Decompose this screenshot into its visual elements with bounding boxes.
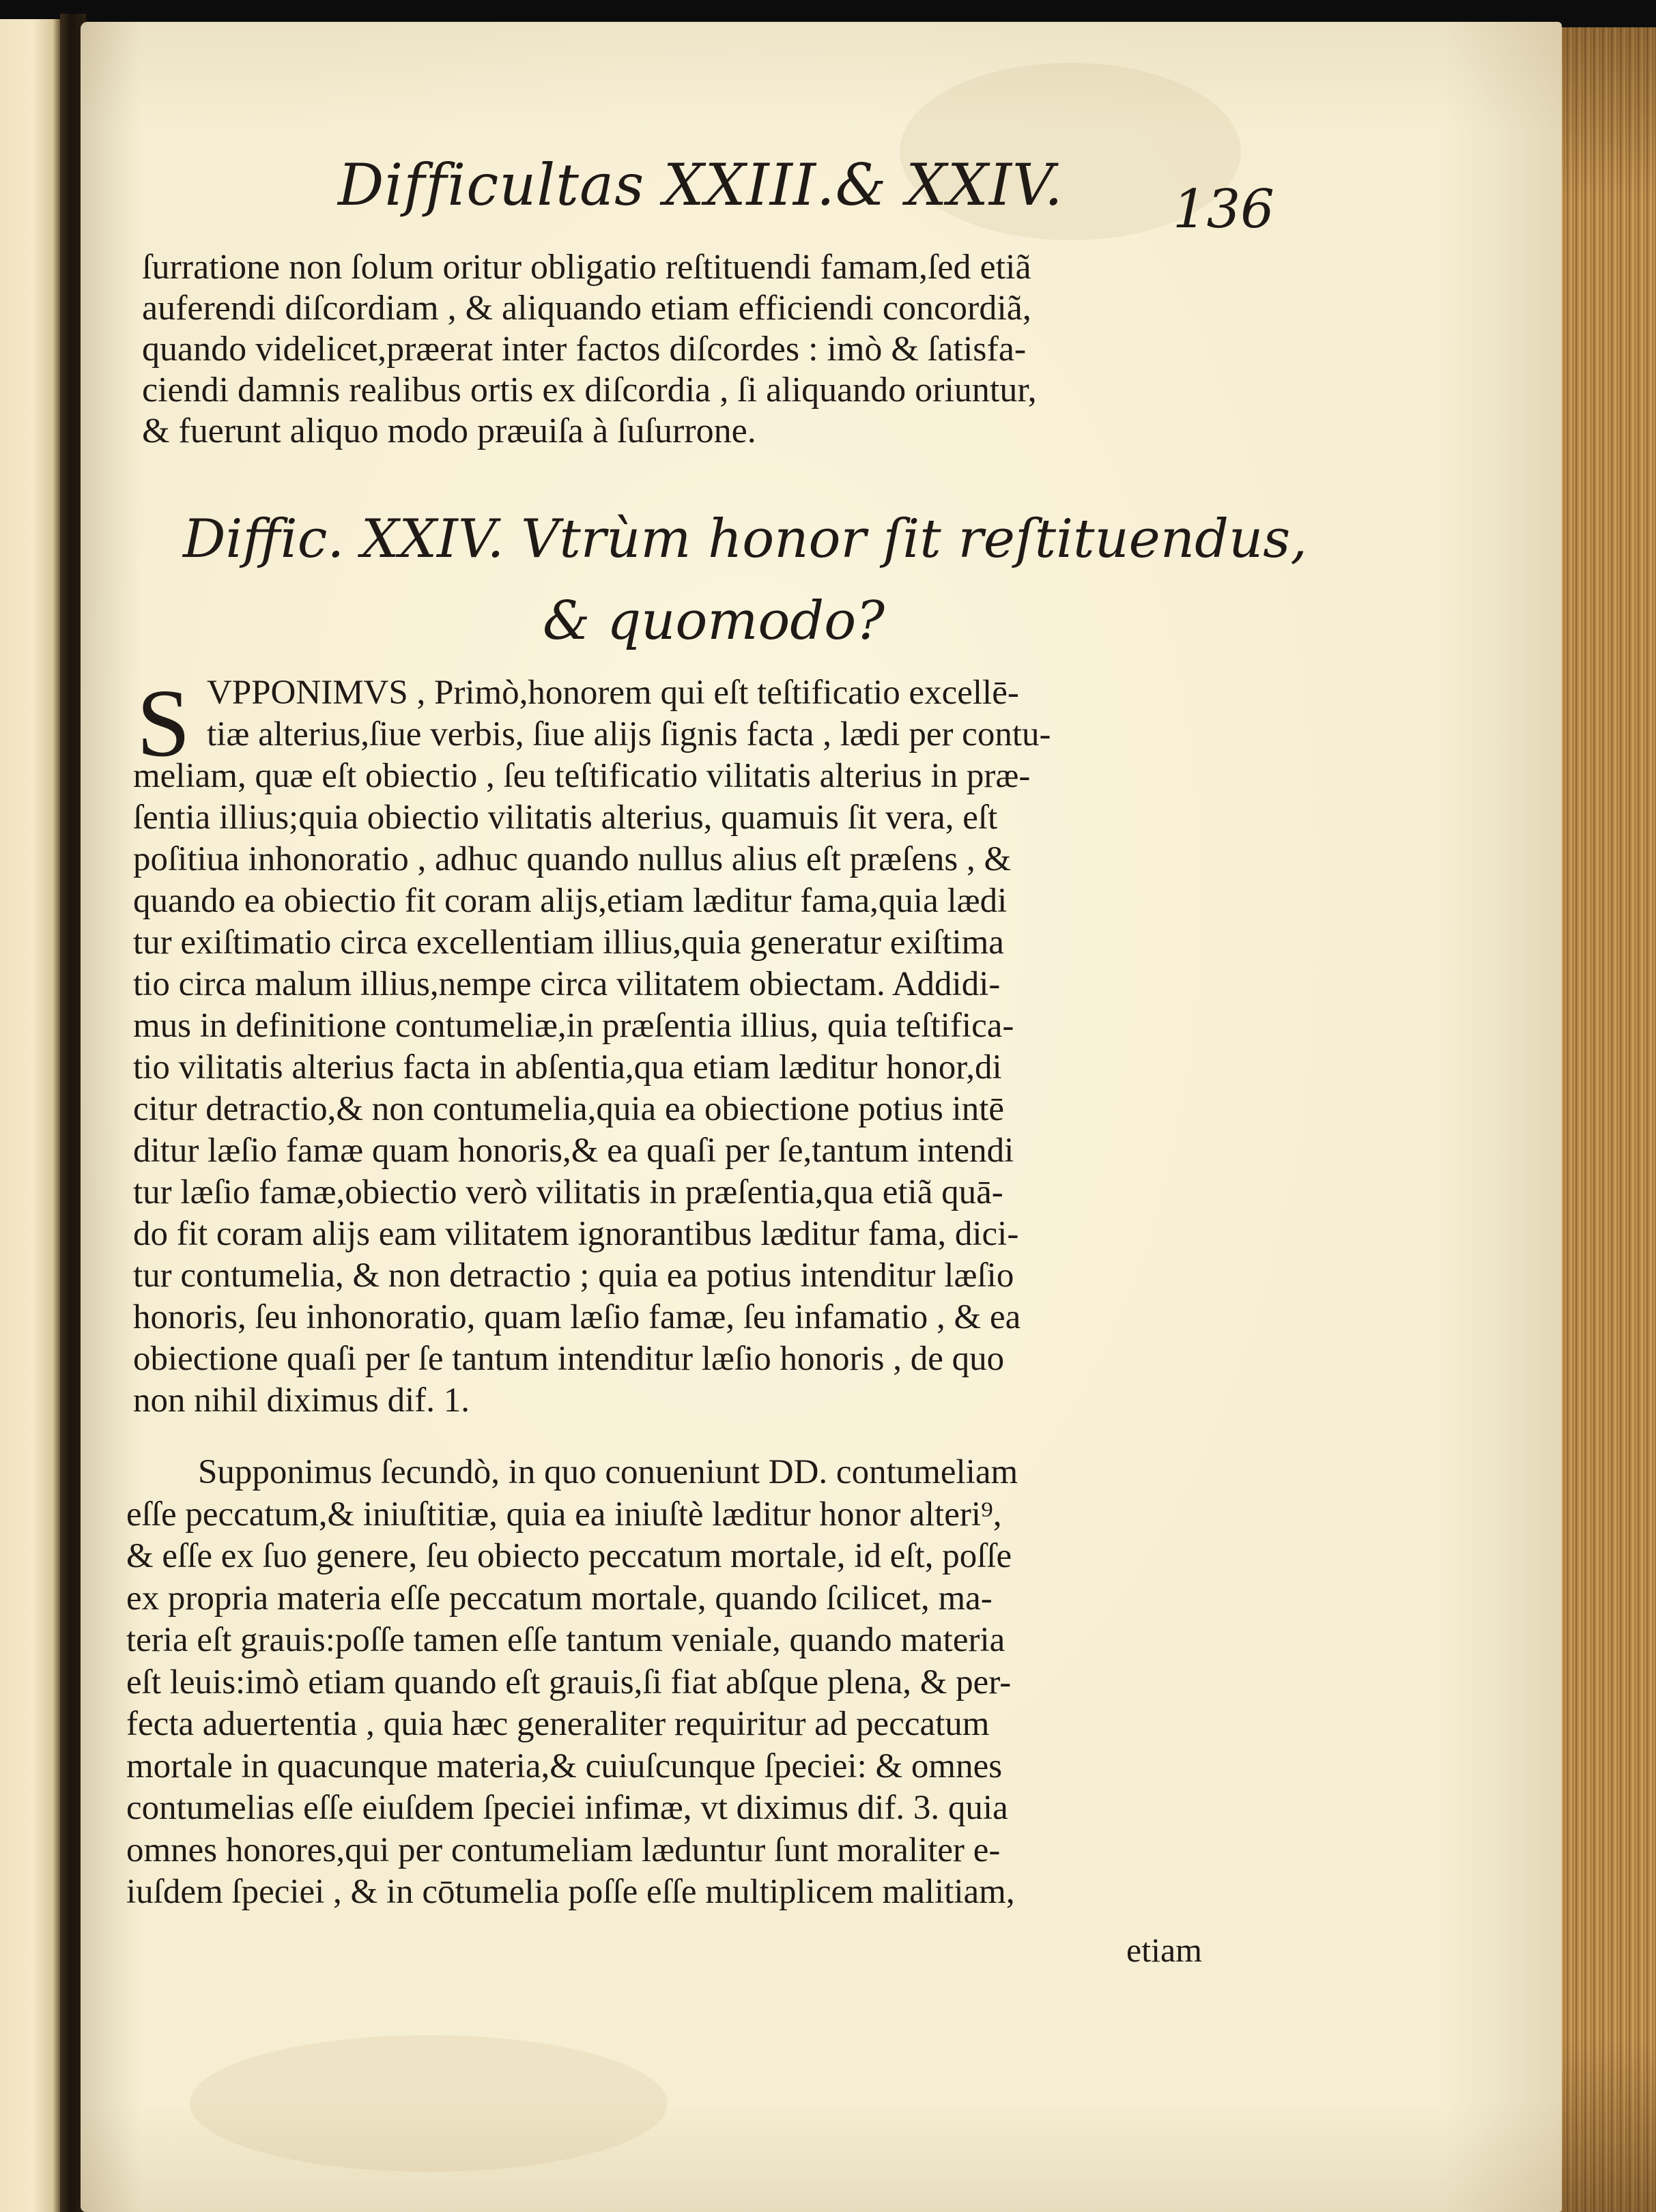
- text-line: quando ea obiectio fit coram alijs,etiam læditur fama,quia lædi: [133, 882, 1008, 920]
- text-line: auferendi diſcordiam , & aliquando etiam efficiendi concordiã,: [142, 289, 1031, 328]
- text-line: & eſſe ex ſuo genere, ſeu obiecto peccatum mortale, id eſt, poſſe: [126, 1537, 1012, 1575]
- text-line: teria eſt grauis:poſſe tamen eſſe tantum veniale, quando materia: [126, 1621, 1005, 1659]
- text-line: & fuerunt aliquo modo præuiſa à ſuſurrone.: [142, 412, 756, 450]
- catchword: etiam: [1126, 1931, 1203, 1969]
- section-title: Diffic. XXIV. Vtrùm honor ſit reſtituendus,: [183, 508, 1308, 570]
- facing-page-edge: [0, 19, 60, 2212]
- text-line: meliam, quæ eſt obiectio , ſeu teſtificatio vilitatis alterius in præ-: [133, 757, 1031, 795]
- text-line: quando videlicet,præerat inter factos diſcordes : imò & ſatisfa-: [142, 330, 1027, 369]
- page-number: 136: [1173, 179, 1274, 240]
- text-line: ſentia illius;quia obiectio vilitatis alterius, quamuis ſit vera, eſt: [133, 799, 998, 837]
- running-head: Difficultas XXIII.& XXIV.: [338, 152, 1063, 218]
- text-line: ditur læſio famæ quam honoris,& ea quaſi per ſe,tantum intendi: [133, 1132, 1014, 1170]
- text-line: honoris, ſeu inhonoratio, quam læſio famæ, ſeu infamatio , & ea: [133, 1298, 1021, 1336]
- text-line: tio vilitatis alterius facta in abſentia,qua etiam læditur honor,di: [133, 1048, 1002, 1087]
- text-line: mus in definitione contumeliæ,in præſentia illius, quia teſtifica-: [133, 1007, 1014, 1045]
- text-line: Supponimus ſecundò, in quo conueniunt DD. contumeliam: [198, 1453, 1018, 1491]
- text-line: ex propria materia eſſe peccatum mortale, quando ſcilicet, ma-: [126, 1579, 993, 1618]
- text-line: iuſdem ſpeciei , & in cōtumelia poſſe eſſe multiplicem malitiam,: [126, 1873, 1015, 1911]
- paper-stain: [190, 2035, 668, 2172]
- text-line: contumelias eſſe eiuſdem ſpeciei infimæ, vt diximus dif. 3. quia: [126, 1789, 1008, 1827]
- text-line: fecta aduertentia , quia hæc generaliter requiritur ad peccatum: [126, 1705, 990, 1743]
- text-line: obiectione quaſi per ſe tantum intenditur læſio honoris , de quo: [133, 1340, 1005, 1378]
- text-line: eſſe peccatum,& iniuſtitiæ, quia ea iniuſtè læditur honor alteri⁹,: [126, 1495, 1002, 1534]
- text-line: VPPONIMVS , Primò,honorem qui eſt teſtificatio excellē-: [207, 674, 1019, 712]
- text-line: mortale in quacunque materia,& cuiuſcunque ſpeciei: & omnes: [126, 1747, 1003, 1785]
- text-line: non nihil diximus dif. 1.: [133, 1381, 470, 1420]
- text-line: ſurratione non ſolum oritur obligatio reſtituendi famam,ſed etiã: [142, 248, 1031, 287]
- text-line: eſt leuis:imò etiam quando eſt grauis,ſi fiat abſque plena, & per-: [126, 1663, 1012, 1701]
- text-line: tur contumelia, & non detractio ; quia ea potius intenditur læſio: [133, 1256, 1014, 1295]
- paragraph-first-supposition: [133, 669, 1051, 1422]
- drop-cap: S: [137, 669, 190, 777]
- paragraph-second-supposition: [126, 1452, 1018, 1914]
- text-line: tur læſio famæ,obiectio verò vilitatis in præſentia,qua etiã quā-: [133, 1173, 1003, 1211]
- text-line: omnes honores,qui per contumeliam læduntur ſunt moraliter e-: [126, 1830, 1001, 1869]
- fore-edge-shadow: [1558, 27, 1656, 2212]
- text-line: citur detractio,& non contumelia,quia ea obiectione potius intē: [133, 1090, 1005, 1128]
- text-line: tio circa malum illius,nempe circa vilitatem obiectam. Addidi-: [133, 965, 1001, 1003]
- text-line: tiæ alterius,ſiue verbis, ſiue alijs ſignis facta , lædi per contu-: [207, 715, 1051, 753]
- text-line: poſitiua inhonoratio , adhuc quando nullus alius eſt præſens , &: [133, 840, 1012, 878]
- continuation-text: [142, 247, 1037, 452]
- text-line: do fit coram alijs eam vilitatem ignorantibus læditur fama, dici-: [133, 1215, 1019, 1253]
- section-title-continued: & quomodo?: [543, 590, 885, 652]
- text-line: tur exiſtimatio circa excellentiam illius,quia generatur exiſtima: [133, 923, 1004, 962]
- text-line: ciendi damnis realibus ortis ex diſcordia , ſi aliquando oriuntur,: [142, 371, 1037, 410]
